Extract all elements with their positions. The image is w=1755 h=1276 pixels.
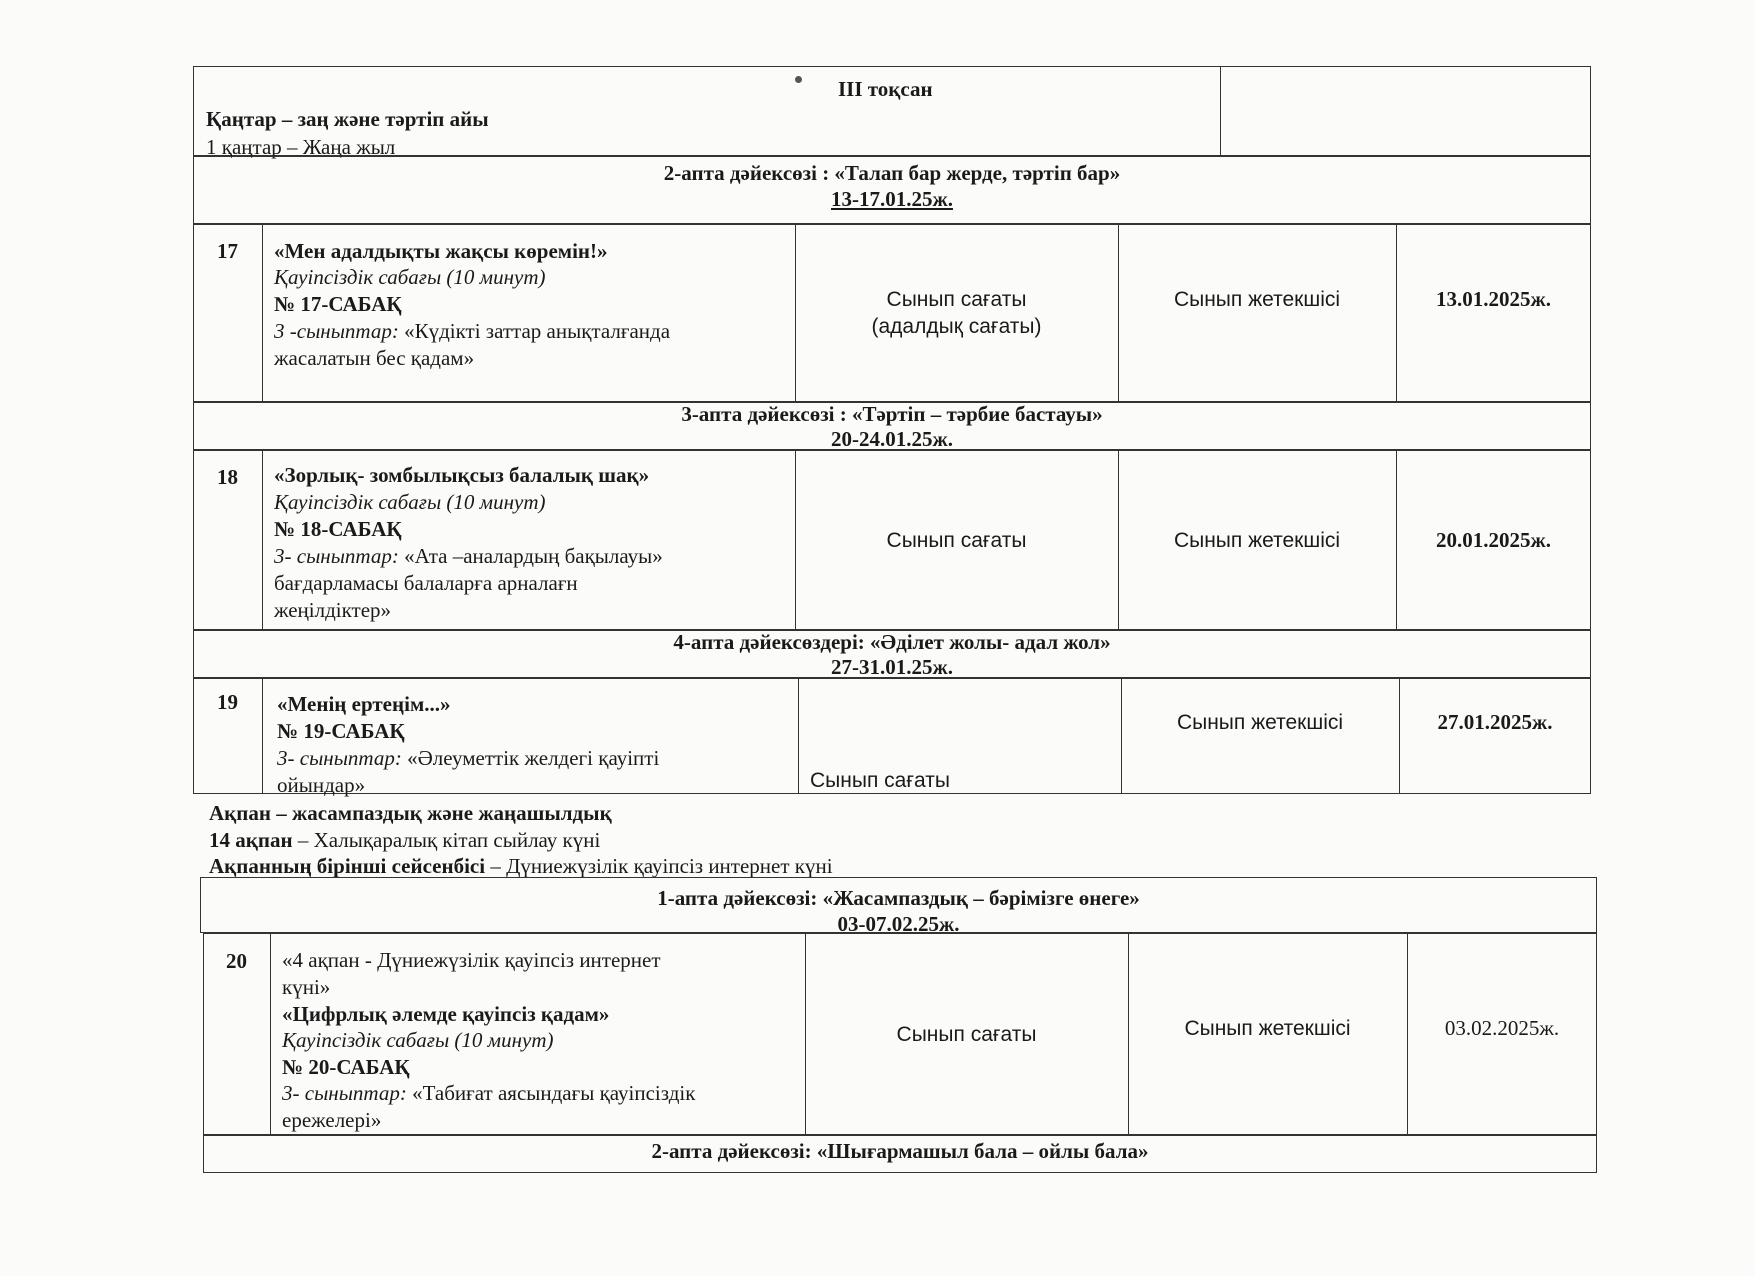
lesson-topic-cont: бағдарламасы балаларға арналағн xyxy=(274,571,578,595)
lesson-topic xyxy=(282,1080,695,1106)
lesson-date: 03.02.2025ж. xyxy=(1444,1015,1560,1040)
lesson-responsible: Сынып жетекшісі xyxy=(1176,710,1344,734)
lesson-topic-cont: жеңілдіктер» xyxy=(274,598,392,622)
col-divider xyxy=(262,678,263,794)
lesson-topic xyxy=(274,318,670,344)
lesson-topic-cont: ережелері» xyxy=(282,1108,382,1132)
header-divider xyxy=(1220,66,1221,156)
grade-label: 3 -сыныптар: xyxy=(274,319,399,343)
february-title: Ақпан – жасампаздық және жаңашылдық xyxy=(209,801,612,825)
lesson-title: «Мен адалдықты жақсы көремін!» xyxy=(274,239,608,263)
february-day2-text: – Дүниежүзілік қауіпсіз интернет күні xyxy=(485,854,833,878)
february-day2-date: Ақпанның бірінші сейсенбісі xyxy=(209,854,486,878)
lesson-form: Сынып сағаты xyxy=(886,528,1027,552)
lesson-code: № 20-САБАҚ xyxy=(282,1055,410,1079)
safety-lesson-label: Қауіпсіздік сабағы (10 минут) xyxy=(274,490,546,514)
grade-label: 3- сыныптар: xyxy=(282,1081,407,1105)
lesson-topic xyxy=(274,543,663,569)
lesson-topic-cont: жасалатын бес қадам» xyxy=(274,346,475,370)
grade-label: 3- сыныптар: xyxy=(277,746,402,770)
february-day1 xyxy=(209,827,600,853)
february-day1-date: 14 ақпан xyxy=(209,828,293,852)
scan-dot xyxy=(795,76,802,83)
lesson-form: Сынып сағаты xyxy=(896,1022,1037,1046)
grade-label: 3- сыныптар: xyxy=(274,544,399,568)
week-dates: 20-24.01.25ж. xyxy=(831,427,953,451)
february-day1-text: – Халықаралық кітап сыйлау күні xyxy=(292,828,601,852)
lesson-form-line1: Сынып сағаты xyxy=(886,288,1027,311)
week-motto: 4-апта дәйексөздері: «Әділет жолы- адал жол» xyxy=(673,630,1111,654)
col-divider xyxy=(798,678,799,794)
lesson-number: 20 xyxy=(226,949,247,973)
week-dates: 13-17.01.25ж. xyxy=(831,187,953,211)
col-divider xyxy=(270,933,271,1135)
lesson-code: № 19-САБАҚ xyxy=(277,719,405,743)
lesson-title: «4 ақпан - Дүниежүзілік қауіпсіз интернет xyxy=(282,948,661,972)
lesson-form: Сынып сағаты xyxy=(810,769,950,792)
topic-text: «Ата –аналардың бақылауы» xyxy=(398,544,663,568)
lesson-form xyxy=(795,224,1118,402)
holiday-note: 1 қаңтар – Жаңа жыл xyxy=(206,135,396,159)
quarter-title: ІІІ тоқсан xyxy=(838,77,933,101)
lesson-date: 20.01.2025ж. xyxy=(1436,527,1551,552)
week-motto: 1-апта дәйексөзі: «Жасампаздық – бәрімізге өнеге» xyxy=(657,886,1140,910)
month-title: Қаңтар – заң және тәртіп айы xyxy=(206,107,489,131)
safety-lesson-label: Қауіпсіздік сабағы (10 минут) xyxy=(274,265,546,289)
lesson-responsible: Сынып жетекшісі xyxy=(1173,528,1341,552)
lesson-number: 17 xyxy=(217,239,238,263)
lesson-number: 19 xyxy=(217,690,238,714)
col-divider xyxy=(262,224,263,402)
lesson-responsible: Сынып жетекшісі xyxy=(1173,287,1341,311)
lesson-responsible: Сынып жетекшісі xyxy=(1184,1016,1351,1040)
week-motto: 2-апта дәйексөзі : «Талап бар жерде, тәртіп бар» xyxy=(663,161,1121,185)
topic-text: «Табиғат аясындағы қауіпсіздік xyxy=(406,1081,696,1105)
week-motto: 2-апта дәйексөзі: «Шығармашыл бала – ойлы бала» xyxy=(651,1139,1149,1163)
lesson-code: № 17-САБАҚ xyxy=(274,292,402,316)
lesson-topic xyxy=(277,745,659,771)
lesson-title: «Зорлық- зомбылықсыз балалық шақ» xyxy=(274,463,650,487)
lesson-topic-cont: ойындар» xyxy=(277,773,366,797)
lesson-date: 13.01.2025ж. xyxy=(1436,286,1551,311)
lesson-date: 27.01.2025ж. xyxy=(1437,709,1553,734)
topic-text: «Әлеуметтік желдегі қауіпті xyxy=(401,746,660,770)
february-day2 xyxy=(209,853,833,879)
lesson-code: № 18-САБАҚ xyxy=(274,517,402,541)
topic-text: «Күдікті заттар анықталғанда xyxy=(398,319,671,343)
lesson-number: 18 xyxy=(217,465,238,489)
col-divider xyxy=(262,450,263,630)
week-dates: 03-07.02.25ж. xyxy=(837,912,960,936)
week-dates: 27-31.01.25ж. xyxy=(831,655,953,679)
lesson-title-cont: күні» xyxy=(282,975,331,999)
lesson-title: «Менің ертеңім...» xyxy=(277,692,451,716)
lesson-form-line2: (адалдық сағаты) xyxy=(871,315,1042,338)
safety-lesson-label: Қауіпсіздік сабағы (10 минут) xyxy=(282,1028,554,1052)
week-motto: 3-апта дәйексөзі : «Тәртіп – тәрбие бастауы» xyxy=(681,402,1103,426)
lesson-subtitle: «Цифрлық әлемде қауіпсіз қадам» xyxy=(282,1002,610,1026)
